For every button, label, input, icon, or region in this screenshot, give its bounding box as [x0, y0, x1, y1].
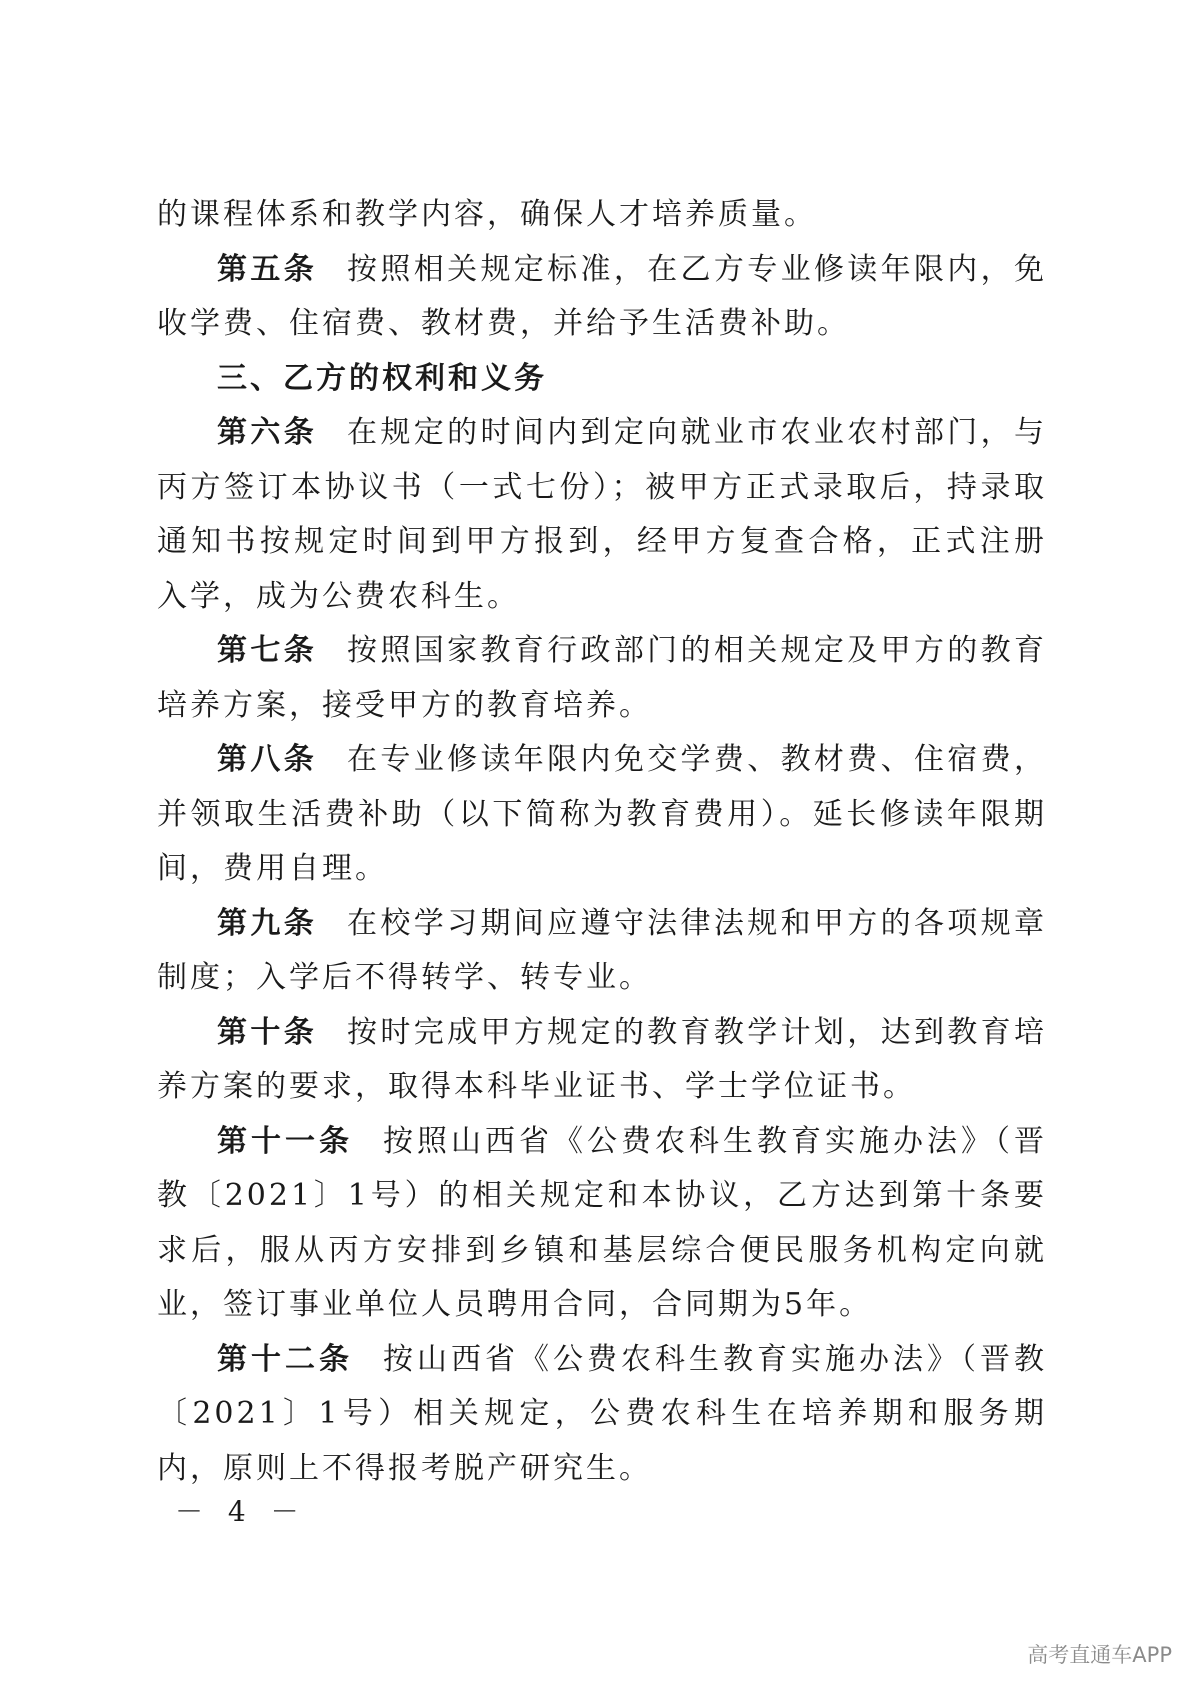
article-10-number: 第十条: [217, 1014, 318, 1050]
article-12-text: 按山西省《公费农科生教育实施办法》（晋教〔2021〕1号）相关规定，公费农科生在培养期和服务期内，原则上不得报考脱产研究生。: [157, 1341, 1047, 1486]
article-9: [157, 897, 1047, 1006]
continuation-text: 的课程体系和教学内容，确保人才培养质量。: [157, 197, 817, 232]
article-10: [157, 1006, 1047, 1115]
article-8-number: 第八条: [217, 742, 318, 777]
article-10-text: 按时完成甲方规定的教育教学计划，达到教育培养方案的要求，取得本科毕业证书、学士学位证书。: [157, 1014, 1048, 1104]
article-8-text: 在专业修读年限内免交学费、教材费、住宿费，并领取生活费补助（以下简称为教育费用）。延长修读年限期间，费用自理。: [157, 742, 1048, 886]
article-11-text: 按照山西省《公费农科生教育实施办法》（晋教〔2021〕1号）的相关规定和本协议，乙方达到第十条要求后，服从丙方安排到乡镇和基层综合便民服务机构定向就业，签订事业单位人员聘用合同，合同期为5年。: [157, 1123, 1047, 1322]
article-7: [157, 624, 1047, 733]
continuation-paragraph: [157, 188, 1047, 243]
section-heading: 三、乙方的权利和义务: [217, 360, 547, 396]
article-12: [157, 1333, 1047, 1497]
article-6: [157, 406, 1047, 624]
document-body: [157, 188, 1047, 1496]
article-5-number: 第五条: [217, 251, 318, 287]
article-11-number: 第十一条: [217, 1123, 353, 1159]
article-5: [157, 243, 1047, 352]
article-9-text: 在校学习期间应遵守法律法规和甲方的各项规章制度；入学后不得转学、转专业。: [157, 905, 1048, 995]
watermark-text: 高考直通车APP: [1027, 1643, 1172, 1667]
article-8: [157, 733, 1047, 897]
article-12-number: 第十二条: [217, 1341, 353, 1377]
article-6-text: 在规定的时间内到定向就业市农业农村部门，与丙方签订本协议书（一式七份）；被甲方正式录取后，持录取通知书按规定时间到甲方报到，经甲方复查合格，正式注册入学，成为公费农科生。: [157, 415, 1048, 614]
article-7-number: 第七条: [217, 633, 318, 668]
page-number: － 4 －: [175, 1495, 307, 1528]
article-9-number: 第九条: [217, 905, 318, 941]
article-7-text: 按照国家教育行政部门的相关规定及甲方的教育培养方案，接受甲方的教育培养。: [157, 633, 1048, 723]
article-5-text: 按照相关规定标准，在乙方专业修读年限内，免收学费、住宿费、教材费，并给予生活费补助。: [157, 251, 1048, 341]
article-6-number: 第六条: [217, 415, 318, 450]
article-11: [157, 1115, 1047, 1333]
